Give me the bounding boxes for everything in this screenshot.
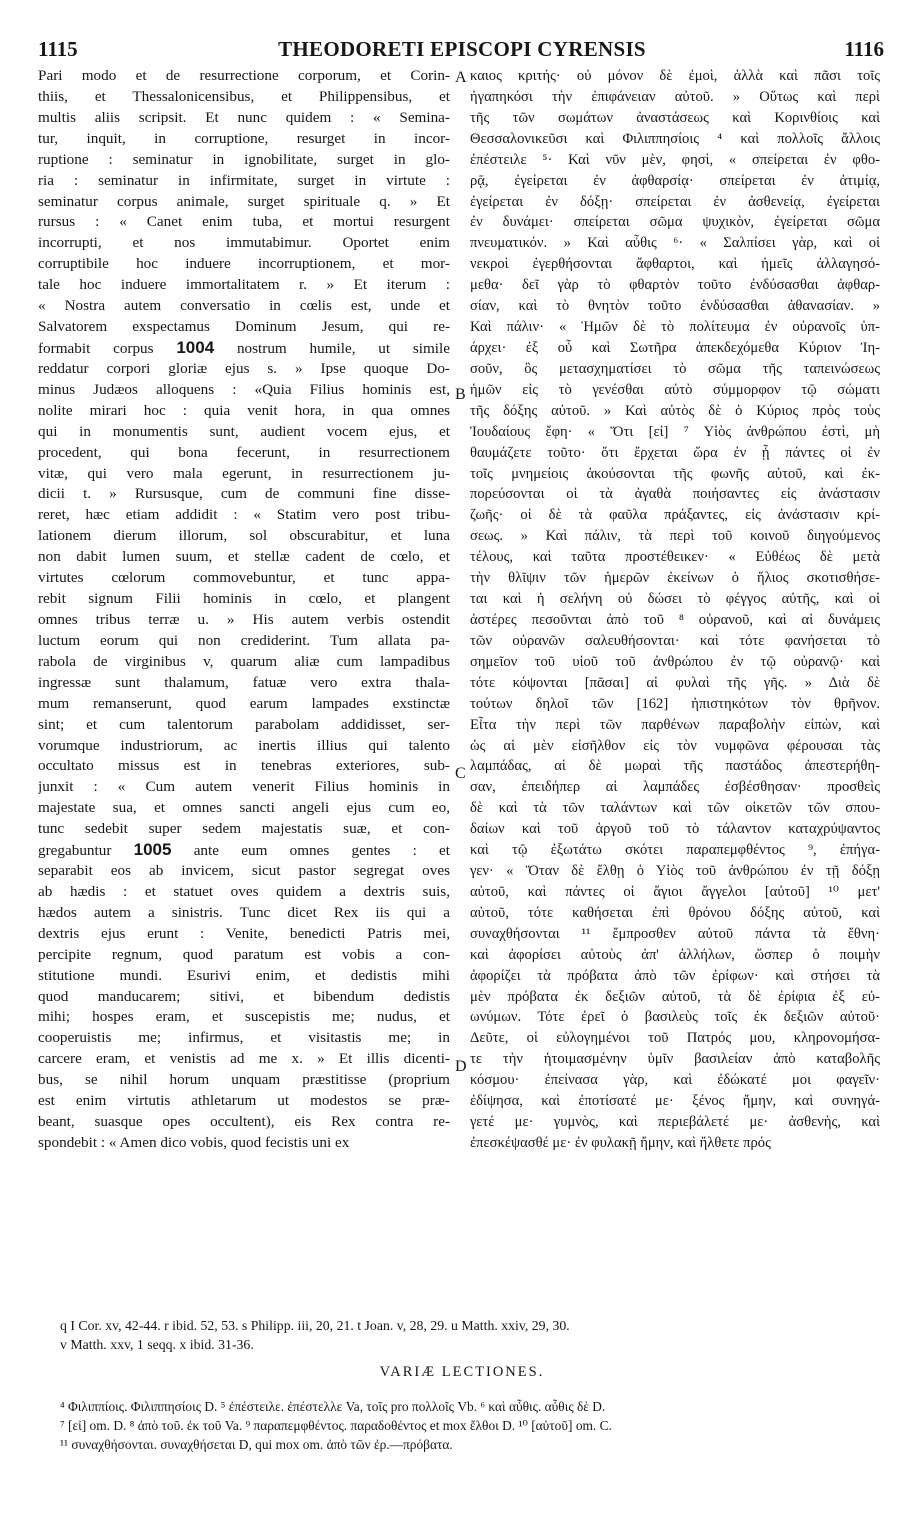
greek-text-line: ἐπεσκέψασθέ με· ἐν φυλακῇ ἤμην, καὶ ἤλθετε πρός: [470, 1135, 771, 1152]
latin-text-line: ingressæ sunt thalamum, fatuæ vero extra thala-: [38, 673, 450, 691]
greek-text-line: δὲ καὶ τὰ τῶν ταλάντων καὶ τῶν οἰκετῶν τῶν σπου-: [470, 800, 880, 817]
latin-column: [38, 66, 450, 1154]
greek-text-line: λαμπάδας, αἱ δὲ μωραὶ τῆς παστάδος ἀπεστερήθη-: [470, 758, 880, 775]
greek-text-line: γετέ με· γυμνὸς, καὶ περιεβάλετέ με· ἀσθενὴς, καὶ: [470, 1114, 880, 1131]
latin-text-line: dextris ejus erunt : Venite, benedicti Patris mei,: [38, 924, 450, 942]
greek-text-line: άρχει· ἐξ οὗ καὶ Σωτῆρα ἀπεκδεχόμεθα Κύριον Ἰη-: [470, 339, 880, 356]
greek-text-line: ωνύμων. Τότε ἐρεῖ ὁ βασιλεὺς τοῖς ἐκ δεξιῶν αὐτοῦ·: [470, 1009, 880, 1026]
latin-text-line: separabit eos ab invicem, sicut pastor segregat oves: [38, 862, 450, 880]
greek-text-line: Δεῦτε, οἱ εὐλογημένοι τοῦ Πατρός μου, κληρονομήσα-: [470, 1030, 880, 1047]
latin-text-line: formabit corpus 1004 nostrum humile, ut simile: [38, 337, 450, 357]
latin-text-line: quod manducarem; sitivi, et bibendum dedistis: [38, 987, 450, 1005]
latin-text-line: nolite mirari hoc : quia venit hora, in qua omnes: [38, 401, 450, 419]
latin-text-line: est enim virtutis athletarum ut modestos se præ-: [38, 1092, 450, 1110]
margin-letter-d: D: [455, 1058, 467, 1075]
latin-text-line: reret, hæc etiam addidit : « Statim vero post tribu-: [38, 506, 450, 524]
greek-text-line: Θεσσαλονικεῦσι καὶ Φιλιππησίοις ⁴ καὶ πολλοῖς ἄλλοις: [470, 130, 880, 147]
greek-text-line: σίαν, καὶ τὸ θνητὸν τοῦτο ἐνδύσασθαι ἀθανασίαν. »: [470, 298, 880, 315]
greek-text-line: κόσμου· ἐπείνασα γὰρ, καὶ ἐδώκατέ μοι φαγεῖν·: [470, 1072, 880, 1089]
latin-text-line: ruptione : seminatur in ignobilitate, surget in glo-: [38, 150, 450, 168]
greek-text-line: ζωῆς· οἱ δὲ τὰ φαῦλα πράξαντες, εἰς ἀνάστασιν κρί-: [470, 507, 880, 524]
greek-text-line: ἠγαπηκόσι τὴν ἐπιφάνειαν αὐτοῦ. » Οὕτως καὶ περὶ: [470, 88, 880, 105]
greek-text-line: τούτων δηλοῖ τῶν [162] ἠπιστηκότων τὸν θρῆνον.: [470, 695, 880, 712]
variant-readings: [60, 1397, 890, 1454]
latin-text-line: carcere eram, et venistis ad me x. » Et illis dicenti-: [38, 1050, 450, 1068]
page-number-right: 1116: [844, 37, 884, 61]
latin-text-line: virtutes cœlorum commovebuntur, et tunc appa-: [38, 569, 450, 587]
greek-text-line: ἐν δυνάμει· σπείρεται σῶμα ψυχικὸν, ἐγείρεται σῶμα: [470, 214, 880, 231]
greek-text-line: ἀστέρες πεσοῦνται ἀπὸ τοῦ ⁸ οὐρανοῦ, καὶ αἱ δυνάμεις: [470, 611, 880, 628]
greek-text-line: θαυμάζετε τοῦτο· ὅτι ἔρχεται ὥρα ἐν ᾗ πάντες οἱ ἐν: [470, 444, 880, 461]
greek-column: [470, 66, 880, 1154]
greek-text-line: καὶ ἀφορίσει αὐτοὺς ἀπ' ἀλλήλων, ὥσπερ ὁ ποιμὴν: [470, 946, 880, 963]
variant-line: ⁴ Φιλιππίοις. Φιλιππησίοις D. ⁵ ἐπέστειλε. ἐπέστελλε Va, τοῖς pro πολλοῖς Vb. ⁶ καὶ αὖθις. αὖθις δὲ D.: [60, 1399, 606, 1414]
latin-text-line: tale hoc induere immortalitatem r. » Et iterum :: [38, 276, 450, 294]
greek-text-line: μὲν πρόβατα ἐκ δεξιῶν αὐτοῦ, τὰ δὲ ἐρίφια ἐξ εὐ-: [470, 988, 880, 1005]
greek-text-line: σημεῖον τοῦ υἱοῦ τοῦ ἀνθρώπου ἐν τῷ οὐρανῷ· καὶ: [470, 653, 880, 670]
variant-line: ¹¹ συναχθήσονται. συναχθήσεται D, qui mox om. ἀπὸ τῶν ἐρ.—πρόβατα.: [60, 1437, 453, 1452]
latin-text-line: thiis, et Thessalonicensibus, et Philippensibus, et: [38, 87, 450, 105]
latin-text-line: spondebit : « Amen dico vobis, quod fecistis uni ex: [38, 1134, 350, 1152]
latin-text-line: non dabit lumen suum, et stellæ cadent de cœlo, et: [38, 548, 450, 566]
greek-text-line: τέλους, καὶ ταῦτα προστέθεικεν· « Εὐθέως δὲ μετὰ: [470, 549, 880, 566]
latin-text-line: junxit : « Cum autem venerit Filius hominis in: [38, 778, 450, 796]
latin-text-line: procedent, qui bona fecerunt, in resurrectionem: [38, 443, 450, 461]
latin-text-line: vitæ, qui vero mala egerunt, in resurrectionem ju-: [38, 464, 450, 482]
variae-lectiones-title: VARIÆ LECTIONES.: [379, 1364, 545, 1380]
latin-text-line: tunc sedebit super sedem majestatis suæ, et con-: [38, 820, 450, 838]
latin-text-line: lationem dierum illorum, sol obscurabitur, et luna: [38, 527, 450, 545]
greek-text-line: καιος κριτής· οὐ μόνον δὲ ἐμοὶ, ἀλλὰ καὶ πᾶσι τοῖς: [470, 68, 880, 84]
latin-text-line: hædos autem a sinistris. Tunc dicet Rex iis qui a: [38, 903, 450, 921]
greek-text-line: τὴν θλῖψιν τῶν ἡμερῶν ἐκείνων ὁ ἥλιος σκοτισθήσε-: [470, 570, 880, 587]
latin-text-line: majestate sua, et omnes sancti angeli ejus cum eo,: [38, 799, 450, 817]
greek-text-line: ται καὶ ἡ σελήνη οὐ δώσει τὸ φέγγος αὐτῆς, καὶ οἱ: [470, 591, 880, 608]
greek-text-line: νεκροὶ ἐγερθήσονται ἄφθαρτοι, καὶ ἡμεῖς ἀλλαγησό-: [470, 256, 880, 273]
latin-text-line: stitutione mundi. Esurivi enim, et dedistis mihi: [38, 966, 450, 984]
greek-text-line: μεθα· δεῖ γὰρ τὸ φθαρτὸν τοῦτο ἐνδύσασθαι ἀφθαρ-: [470, 277, 880, 294]
greek-text-line: ἀφορίζει τὰ πρόβατα ἀπὸ τῶν ἐρίφων· καὶ στήσει τὰ: [470, 967, 880, 984]
greek-text-line: τε τὴν ἡτοιμασμένην ὑμῖν βασιλείαν ἀπὸ καταβολῆς: [470, 1051, 880, 1068]
latin-text-line: dicii t. » Rursusque, cum de communi fine disse-: [38, 485, 450, 503]
latin-text-line: Salvatorem exspectamus Dominum Jesum, qui re-: [38, 318, 450, 336]
latin-text-line: corruptibile hoc induere incorruptionem, et mor-: [38, 255, 450, 273]
latin-text-line: cooperuistis me; infirmus, et visitastis me; in: [38, 1029, 450, 1047]
greek-text-line: καὶ τῷ ἐξωτάτω σκότει παραπεμφθέντος ⁹, ἐπήγα-: [470, 842, 880, 859]
greek-text-line: γεν· « Ὅταν δὲ ἔλθῃ ὁ Υἱὸς τοῦ ἀνθρώπου ἐν τῇ δόξῃ: [470, 863, 880, 880]
latin-text-line: ria : seminatur in infirmitate, surget in virtute :: [38, 171, 450, 189]
latin-text-line: gregabuntur 1005 ante eum omnes gentes : et: [38, 840, 450, 860]
greek-text-line: ἐδίψησα, καὶ ἐποτίσατέ με· ξένος ἤμην, καὶ συνηγά-: [470, 1093, 880, 1110]
column-number-marker: 1004: [176, 337, 215, 357]
greek-text-line: ἐπέστειλε ⁵· Καὶ νῦν μὲν, φησὶ, « σπείρεται ἐν φθο-: [470, 151, 880, 168]
greek-text-line: τοῖς μνημείοις ἀκούσονται τῆς φωνῆς αὐτοῦ, καὶ ἐκ-: [470, 465, 880, 482]
margin-letter-b: B: [455, 386, 466, 403]
latin-text-line: multis aliis scripsit. Et nunc quidem : « Semina-: [38, 108, 450, 126]
greek-text-line: συναχθήσονται ¹¹ ἔμπροσθεν αὐτοῦ πάντα τὰ ἔθνη·: [470, 925, 880, 942]
greek-text-line: ἡμῶν εἰς τὸ γενέσθαι αὐτὸ σύμμορφον τῷ σώματι: [470, 381, 880, 398]
greek-text-line: δαίων καὶ τοῦ ἀργοῦ τοῦ τὸ τάλαντον καταχρύψαντος: [470, 821, 880, 838]
greek-text-line: αὐτοῦ, καὶ πάντες οἱ ἅγιοι ἄγγελοι [αὐτοῦ] ¹⁰ μετ': [470, 883, 880, 900]
greek-text-line: ἐγείρεται ἐν δόξῃ· σπείρεται ἐν ἀσθενείᾳ, ἐγείρεται: [470, 193, 880, 210]
latin-text-line: occultato missus est in tenebras exteriores, sub-: [38, 757, 450, 775]
latin-text-line: rebit signum Filii hominis in cœlo, et plangent: [38, 590, 450, 608]
running-title: THEODORETI EPISCOPI CYRENSIS: [278, 37, 646, 61]
column-number-marker: 1005: [133, 840, 172, 860]
footnotes: [60, 1316, 890, 1354]
latin-text-line: bus, se nihil horum unquam præstitisse (proprium: [38, 1071, 450, 1089]
greek-text-line: τῆς δόξης αὐτοῦ. » Καὶ αὐτὸς δὲ ὁ Κύριος πρὸς τοὺς: [470, 402, 880, 419]
latin-text-line: incorrupti, et nos immutabimur. Oportet enim: [38, 234, 450, 252]
latin-text-line: sint; et cum talentorum parabolam addidisset, ser-: [38, 715, 450, 733]
page-number-left: 1115: [38, 37, 78, 61]
latin-text-line: vorumque industriorum, ac inertis illius qui talento: [38, 736, 450, 754]
greek-text-line: Εἶτα τὴν περὶ τῶν παρθένων παραβολὴν εἰπὼν, καὶ: [470, 716, 880, 733]
greek-text-line: αὐτοῦ, τότε καθήσεται ἐπὶ θρόνου δόξης αὐτοῦ, καὶ: [470, 904, 880, 921]
latin-text-line: rabola de virginibus v, quarum aliæ cum lampadibus: [38, 652, 450, 670]
latin-text-line: tur, inquit, in corruptione, resurget in incor-: [38, 129, 450, 147]
latin-text-line: mihi; hospes eram, et suscepistis me; nudus, et: [38, 1008, 450, 1026]
greek-text-line: ρᾷ, ἐγείρεται ἐν ἀφθαρσίᾳ· σπείρεται ἐν ἀτιμίᾳ,: [470, 172, 880, 189]
latin-text-line: seminatur corpus animale, surget spirituale q. » Et: [38, 192, 450, 210]
greek-text-line: τῶν οὐρανῶν σαλευθήσονται· καὶ τότε φανήσεται τὸ: [470, 632, 880, 649]
latin-text-line: Pari modo et de resurrectione corporum, et Corin-: [38, 67, 450, 84]
latin-text-line: « Nostra autem conversatio in cœlis est, unde et: [38, 297, 450, 315]
margin-letter-c: C: [455, 765, 466, 782]
greek-text-line: πορεύσονται οἱ τὰ ἀγαθὰ ποιήσαντες εἰς ἀνάστασιν: [470, 486, 880, 503]
margin-letter-a: A: [455, 69, 467, 86]
greek-text-line: πνευματικόν. » Καὶ αὖθις ⁶· « Σαλπίσει γὰρ, καὶ οἱ: [470, 235, 880, 252]
latin-text-line: luctum eorum qui non crediderint. Tum allata pa-: [38, 631, 450, 649]
footnote-line: v Matth. xxv, 1 seqq. x ibid. 31-36.: [60, 1337, 254, 1352]
latin-text-line: percipite regnum, quod paratum est vobis a con-: [38, 945, 450, 963]
greek-text-line: σεως. » Καὶ πάλιν, τὰ περὶ τοῦ κοινοῦ διηγούμενος: [470, 528, 880, 545]
latin-text-line: ab hædis : et statuet oves quidem a dextris suis,: [38, 882, 450, 900]
greek-text-line: ὡς αἱ μὲν εἰσῆλθον εἰς τὸν νυμφῶνα φέρουσαι τὰς: [470, 737, 880, 754]
variant-line: ⁷ [εἰ] om. D. ⁸ ἀπὸ τοῦ. ἐκ τοῦ Va. ⁹ παραπεμφθέντος. παραδοθέντος et mox ἔλθοι D. ¹⁰ [αὐτοῦ] om. C.: [60, 1418, 612, 1433]
latin-text-line: mum remanserunt, quod earum lampades exstinctæ: [38, 694, 450, 712]
greek-text-line: τῆς τῶν σωμάτων ἀναστάσεως καὶ Κορινθίοις καὶ: [470, 109, 880, 126]
greek-text-line: σαν, ἐπειδήπερ αἱ λαμπάδες ἐσβέσθησαν· προσθεὶς: [470, 779, 880, 796]
latin-text-line: rursus : « Canet enim tuba, et mortui resurgent: [38, 213, 450, 231]
greek-text-line: Ἰουδαίους ἔφη· « Ὅτι [εἰ] ⁷ Υἱὸς ἀνθρώπου ἐστὶ, μὴ: [470, 423, 880, 440]
latin-text-line: omnes tribus terræ u. » His autem verbis ostendit: [38, 610, 450, 628]
latin-text-line: beant, suasque opes occultent), eis Rex contra re-: [38, 1113, 450, 1131]
latin-text-line: minus Judæos alloquens : «Quia Filius hominis est,: [38, 380, 450, 398]
greek-text-line: τότε κόψονται [πᾶσαι] αἱ φυλαὶ τῆς γῆς. » Διὰ δὲ: [470, 674, 880, 691]
latin-text-line: qui in monumentis sunt, audient vocem ejus, et: [38, 422, 450, 440]
greek-text-line: σοῦν, ὃς μετασχηματίσει τὸ σῶμα τῆς ταπεινώσεως: [470, 360, 880, 377]
greek-text-line: Καὶ πάλιν· « Ἡμῶν δὲ τὸ πολίτευμα ἐν οὐρανοῖς ὑπ-: [470, 319, 880, 336]
latin-text-line: reddatur corpori gloriæ ejus s. » Ipse quoque Do-: [38, 359, 450, 377]
footnote-line: q I Cor. xv, 42-44. r ibid. 52, 53. s Philipp. iii, 20, 21. t Joan. v, 28, 29. u Matth. xxiv, 29, 30.: [60, 1318, 570, 1333]
